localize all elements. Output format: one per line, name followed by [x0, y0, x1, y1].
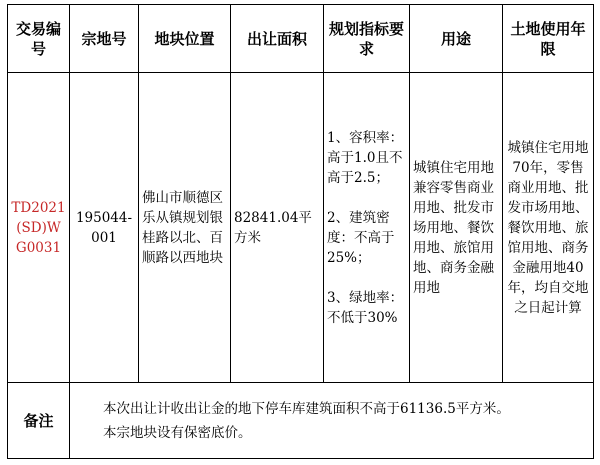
- note-content: [70, 383, 594, 459]
- header-parcel-no: 宗地号: [70, 5, 139, 73]
- table-header-row: [8, 5, 594, 73]
- table-row: [8, 73, 594, 383]
- cell-parcel-no: 195044-001: [70, 73, 139, 383]
- header-area: 出让面积: [231, 5, 324, 73]
- land-transfer-table-container: [7, 4, 594, 459]
- header-location: 地块位置: [139, 5, 231, 73]
- cell-location: 佛山市顺德区乐从镇规划银桂路以北、百顺路以西地块: [139, 73, 231, 383]
- land-transfer-table: [7, 4, 594, 459]
- header-requirements: 规划指标要求: [324, 5, 410, 73]
- note-line-1: 本次出让计收出让金的地下停车库建筑面积不高于61136.5平方米。: [103, 400, 510, 417]
- cell-requirements: 1、容积率：高于1.0且不高于2.5； 2、建筑密度：不高于25%； 3、绿地率：不低于30%: [324, 73, 410, 383]
- cell-usage: 城镇住宅用地兼容零售商业用地、批发市场用地、餐饮用地、旅馆用地、商务金融用地: [410, 73, 503, 383]
- cell-area: 82841.04平方米: [231, 73, 324, 383]
- note-label: 备注: [8, 383, 70, 459]
- note-row: [8, 383, 594, 459]
- header-usage: 用途: [410, 5, 503, 73]
- header-trade-no: 交易编号: [8, 5, 70, 73]
- cell-trade-no: TD2021(SD)WG0031: [8, 73, 70, 383]
- header-term: 土地使用年限: [503, 5, 594, 73]
- note-line-2: 本宗地块设有保密底价。: [103, 424, 252, 441]
- cell-term: 城镇住宅用地70年，零售商业用地、批发市场用地、餐饮用地、旅馆用地、商务金融用地40年，均自交地之日起计算: [503, 73, 594, 383]
